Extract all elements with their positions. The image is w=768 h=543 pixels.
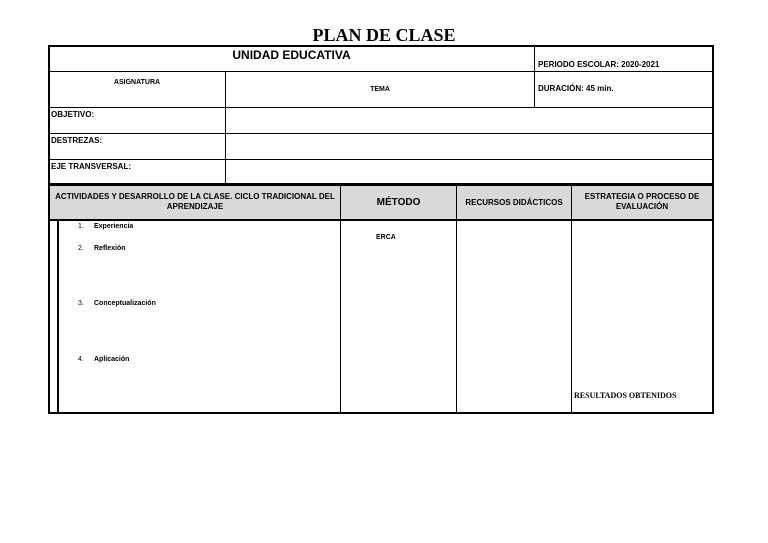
destrezas-label: DESTREZAS: bbox=[51, 136, 103, 145]
metodo-value: ERCA bbox=[376, 234, 396, 241]
asignatura-label: ASIGNATURA bbox=[113, 79, 161, 86]
estrategia-header: ESTRATEGIA O PROCESO DE EVALUACIÓN bbox=[584, 192, 700, 211]
step-3-number: 3. bbox=[78, 300, 84, 307]
metodo-header: MÉTODO bbox=[376, 197, 421, 208]
resultados-obtenidos-label: RESULTADOS OBTENIDOS bbox=[574, 391, 677, 400]
step-1-label: Experiencia bbox=[94, 223, 134, 230]
tema-label: TEMA bbox=[370, 86, 390, 93]
unidad-educativa-label: UNIDAD EDUCATIVA bbox=[232, 48, 351, 62]
step-3-label: Conceptualización bbox=[94, 300, 156, 307]
step-1-number: 1. bbox=[78, 223, 84, 230]
document-title: PLAN DE CLASE bbox=[312, 25, 456, 45]
eje-transversal-label: EJE TRANSVERSAL: bbox=[51, 162, 132, 171]
duracion-label: DURACIÓN: 45 min. bbox=[538, 84, 614, 93]
step-2-number: 2. bbox=[78, 245, 84, 252]
step-4-number: 4. bbox=[78, 356, 84, 363]
step-2-label: Reflexión bbox=[94, 245, 126, 252]
periodo-escolar-label: PERIODO ESCOLAR: 2020-2021 bbox=[538, 60, 660, 69]
step-4-label: Aplicación bbox=[94, 356, 130, 363]
objetivo-label: OBJETIVO: bbox=[51, 110, 95, 119]
recursos-header: RECURSOS DIDÁCTICOS bbox=[465, 198, 563, 207]
actividades-header: ACTIVIDADES Y DESARROLLO DE LA CLASE. CICLO TRADICIONAL DEL APRENDIZAJE bbox=[55, 192, 335, 211]
